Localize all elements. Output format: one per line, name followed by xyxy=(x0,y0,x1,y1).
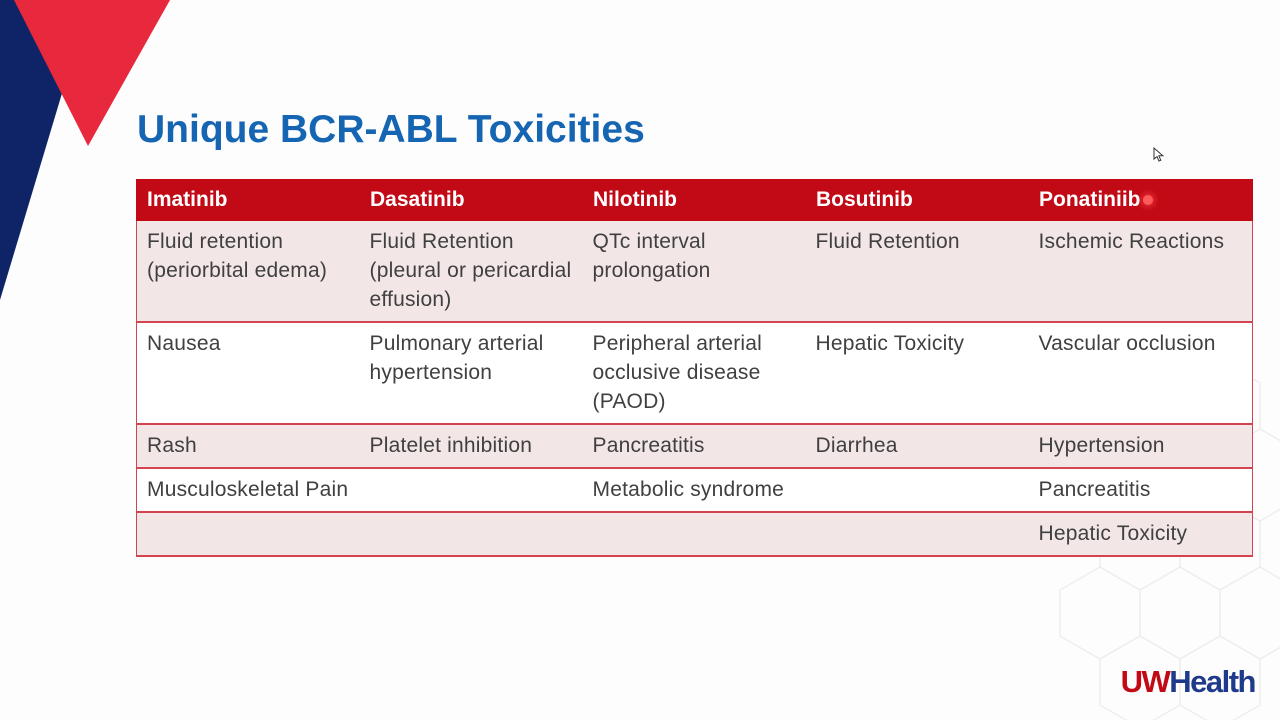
table-cell: Metabolic syndrome xyxy=(583,468,806,512)
toxicity-table xyxy=(136,179,1253,557)
table-cell: Hepatic Toxicity xyxy=(806,322,1029,424)
table-cell: Hepatic Toxicity xyxy=(1029,512,1253,556)
table-cell: Ischemic Reactions xyxy=(1029,221,1253,322)
table-cell: Pulmonary arterial hypertension xyxy=(360,322,583,424)
table-row xyxy=(137,221,1253,322)
table-cell: Pancreatitis xyxy=(583,424,806,468)
table-row xyxy=(137,468,1253,512)
slide-title: Unique BCR-ABL Toxicities xyxy=(137,108,645,151)
table-cell xyxy=(360,512,583,556)
table-cell: Nausea xyxy=(137,322,360,424)
table-cell xyxy=(583,512,806,556)
logo-health-text: Health xyxy=(1169,664,1255,699)
column-header-nilotinib: Nilotinib xyxy=(583,179,806,221)
table-cell: QTc interval prolongation xyxy=(583,221,806,322)
table-cell: Fluid Retention xyxy=(806,221,1029,322)
table-row xyxy=(137,322,1253,424)
table-cell: Hypertension xyxy=(1029,424,1253,468)
table-cell xyxy=(137,512,360,556)
table-row xyxy=(137,512,1253,556)
logo-uw-text: UW xyxy=(1120,664,1170,699)
table-row xyxy=(137,424,1253,468)
uwhealth-logo xyxy=(1121,664,1255,700)
table-cell: Pancreatitis xyxy=(1029,468,1253,512)
table-header-row xyxy=(137,179,1253,221)
laser-pointer-icon xyxy=(1143,195,1153,205)
table-cell xyxy=(806,468,1029,512)
column-header-ponatinib xyxy=(1029,179,1253,221)
mouse-cursor-icon xyxy=(1153,147,1165,163)
table-cell xyxy=(360,468,583,512)
table-cell: Platelet inhibition xyxy=(360,424,583,468)
column-header-ponatinib-label: Ponatiniib xyxy=(1039,188,1141,211)
column-header-dasatinib: Dasatinib xyxy=(360,179,583,221)
table-cell: Vascular occlusion xyxy=(1029,322,1253,424)
table-cell xyxy=(806,512,1029,556)
table-cell: Fluid Retention (pleural or pericardial effusion) xyxy=(360,221,583,322)
table-cell: Rash xyxy=(137,424,360,468)
table-cell: Peripheral arterial occlusive disease (PAOD) xyxy=(583,322,806,424)
table-cell: Musculoskeletal Pain xyxy=(137,468,360,512)
column-header-bosutinib: Bosutinib xyxy=(806,179,1029,221)
column-header-imatinib: Imatinib xyxy=(137,179,360,221)
table-cell: Diarrhea xyxy=(806,424,1029,468)
table-cell: Fluid retention (periorbital edema) xyxy=(137,221,360,322)
